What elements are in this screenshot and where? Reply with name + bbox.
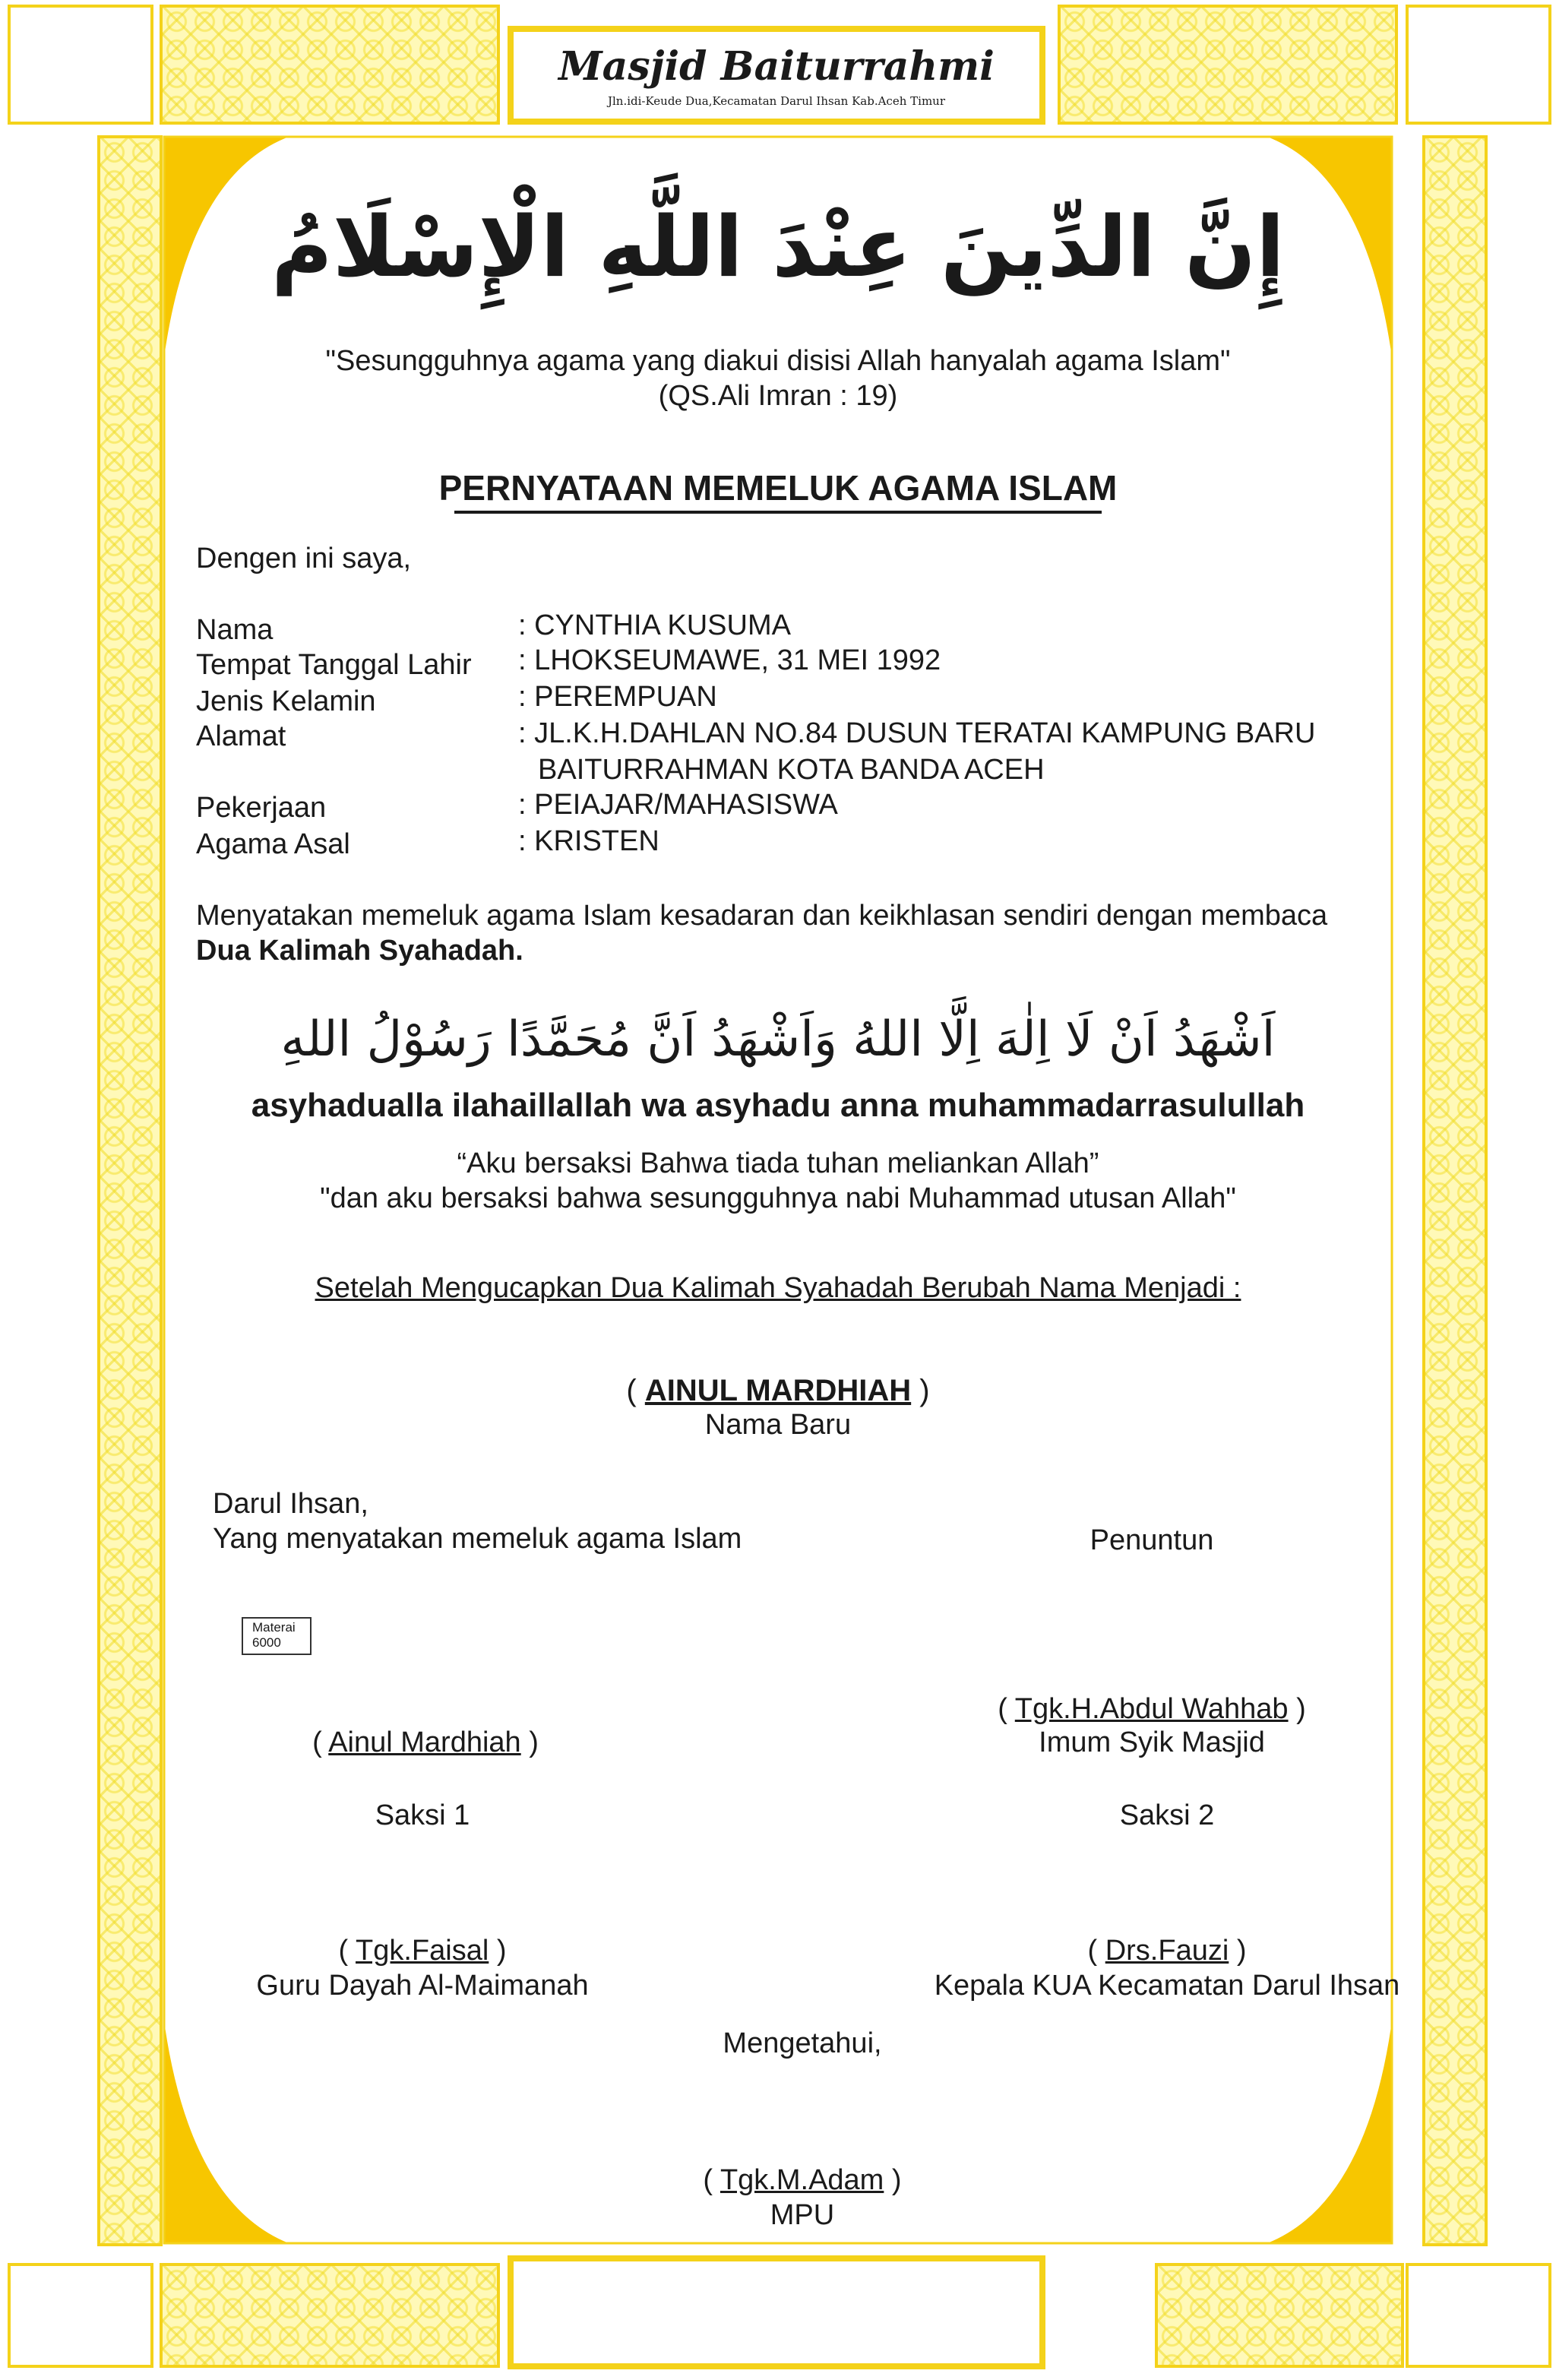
field-value-birth: : LHOKSEUMAWE, 31 MEI 1992 <box>518 644 941 676</box>
mpu-signature: ( Tgk.M.Adam ) <box>703 2164 902 2196</box>
witness-1-signature: ( Tgk.Faisal ) <box>338 1935 507 1967</box>
stamp-box <box>242 1617 312 1655</box>
syahadat-latin: asyhadualla ilahaillallah wa asyhadu anna muhammadarrasulullah <box>251 1087 1305 1124</box>
stamp-line-2: 6000 <box>252 1635 281 1650</box>
field-value-occupation: : PEIAJAR/MAHASISWA <box>518 789 838 821</box>
mpu-name: Tgk.M.Adam <box>719 2164 884 2196</box>
witness-2-signature: ( Drs.Fauzi ) <box>1087 1935 1247 1967</box>
field-value-religion: : KRISTEN <box>518 825 659 857</box>
syahadat-meaning-1: “Aku bersaksi Bahwa tiada tuhan meliankan Allah” <box>457 1147 1099 1179</box>
statement-line2: Dua Kalimah Syahadah. <box>196 935 523 967</box>
new-name: AINUL MARDHIAH <box>644 1374 912 1407</box>
stamp-line-1: Materai <box>252 1620 296 1635</box>
field-label-name: Nama <box>196 614 274 646</box>
signing-place: Darul Ihsan, <box>213 1488 368 1520</box>
new-name-close-paren: ) <box>919 1374 930 1407</box>
intro-text: Dengen ini saya, <box>196 543 412 574</box>
verse-reference: (QS.Ali Imran : 19) <box>658 380 898 412</box>
witness-1-label: Saksi 1 <box>375 1799 470 1831</box>
mpu-title: MPU <box>770 2199 835 2231</box>
mosque-name: Masjid Baiturrahmi <box>558 43 995 90</box>
syahadat-meaning-2: "dan aku bersaksi bahwa sesungguhnya nabi Muhammad utusan Allah" <box>320 1182 1236 1214</box>
witness-1-name: Tgk.Faisal <box>356 1935 489 1967</box>
declarant-role: Yang menyatakan memeluk agama Islam <box>213 1523 742 1555</box>
title-underline <box>454 511 1102 514</box>
verse-translation: "Sesungguhnya agama yang diakui disisi Allah hanyalah agama Islam" <box>325 345 1231 377</box>
field-label-occupation: Pekerjaan <box>196 792 327 824</box>
acknowledged-label: Mengetahui, <box>723 2027 882 2059</box>
declarant-signature: ( Ainul Mardhiah ) <box>312 1726 539 1758</box>
statement-line1: Menyatakan memeluk agama Islam kesadaran dan keikhlasan sendiri dengan membaca <box>196 900 1328 932</box>
verse-arabic: إِنَّ الدِّينَ عِنْدَ اللَّهِ الْإِسْلَامُ <box>271 198 1285 296</box>
syahadat-arabic: اَشْهَدُ اَنْ لَا اِلٰهَ اِلَّا اللهُ وَاَشْهَدُ اَنَّ مُحَمَّدًا رَسُوْلُ اللهِ <box>280 1011 1276 1068</box>
field-value-gender: : PEREMPUAN <box>518 681 717 713</box>
field-label-birth: Tempat Tanggal Lahir <box>196 649 472 681</box>
new-name-open-paren: ( <box>626 1374 637 1407</box>
guide-role: Penuntun <box>1090 1524 1214 1556</box>
new-name-caption: Nama Baru <box>704 1409 852 1441</box>
witness-2-label: Saksi 2 <box>1119 1799 1215 1831</box>
corner-arc-bottom-right <box>1267 2021 1392 2243</box>
new-name-line <box>170 1372 1386 1409</box>
field-label-address: Alamat <box>196 720 286 752</box>
document-title: PERNYATAAN MEMELUK AGAMA ISLAM <box>438 468 1118 508</box>
name-change-heading: Setelah Mengucapkan Dua Kalimah Syahadah Berubah Nama Menjadi : <box>315 1272 1241 1304</box>
field-value-name: : CYNTHIA KUSUMA <box>518 609 791 641</box>
field-value-address-line2: BAITURRAHMAN KOTA BANDA ACEH <box>538 754 1045 786</box>
field-value-address: : JL.K.H.DAHLAN NO.84 DUSUN TERATAI KAMPUNG BARU <box>518 717 1316 749</box>
guide-signature: ( Tgk.H.Abdul Wahhab ) <box>998 1693 1306 1725</box>
footer-plaque <box>508 2255 1045 2369</box>
mosque-address: Jln.idi-Keude Dua,Kecamatan Darul Ihsan Kab.Aceh Timur <box>607 94 946 108</box>
field-label-gender: Jenis Kelamin <box>196 685 376 717</box>
witness-2-name: Drs.Fauzi <box>1105 1935 1229 1967</box>
witness-1-title: Guru Dayah Al-Maimanah <box>256 1970 589 2002</box>
field-label-religion: Agama Asal <box>196 828 350 860</box>
guide-name: Tgk.H.Abdul Wahhab <box>1014 1693 1289 1725</box>
witness-2-title: Kepala KUA Kecamatan Darul Ihsan <box>934 1970 1400 2002</box>
guide-title: Imum Syik Masjid <box>1039 1726 1265 1758</box>
header-plaque <box>508 26 1045 125</box>
corner-arc-bottom-left <box>164 2021 289 2243</box>
declarant-name: Ainul Mardhiah <box>328 1726 521 1758</box>
